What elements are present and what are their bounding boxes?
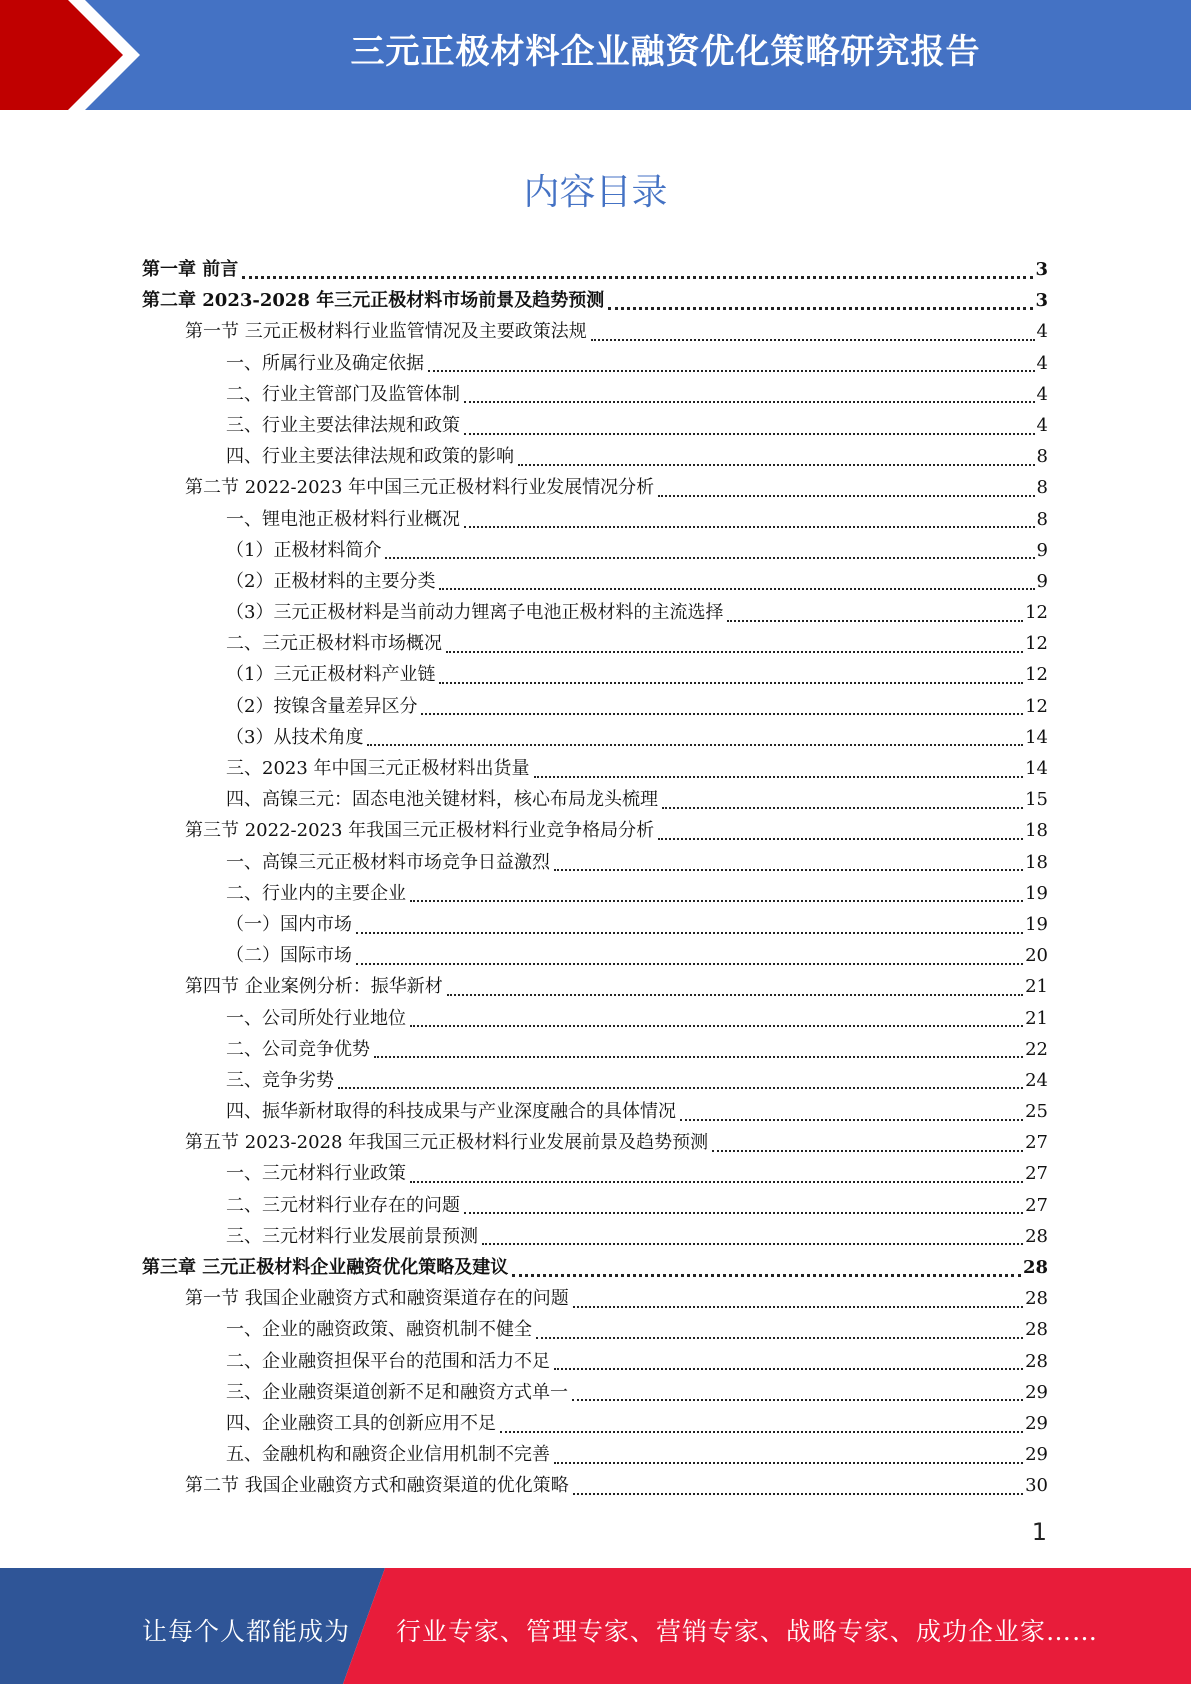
toc-entry-title: 二、三元材料行业存在的问题 [226, 1194, 460, 1216]
toc-entry[interactable] [142, 1065, 1048, 1096]
toc-entry[interactable] [142, 878, 1048, 909]
toc-entry-title: 第一节 三元正极材料行业监管情况及主要政策法规 [185, 321, 587, 343]
toc-entry-page: 4 [1036, 414, 1048, 436]
toc-entry-title: 四、行业主要法律法规和政策的影响 [226, 446, 514, 468]
toc-entry[interactable] [142, 1127, 1048, 1158]
toc-entry-title: 第四节 企业案例分析：振华新材 [185, 976, 443, 998]
toc-entry-title: 四、高镍三元：固态电池关键材料，核心布局龙头梳理 [226, 789, 658, 811]
toc-entry-title: 二、公司竞争优势 [226, 1038, 370, 1060]
toc-entry-page: 18 [1025, 820, 1048, 842]
toc-entry-title: 四、企业融资工具的创新应用不足 [226, 1412, 496, 1434]
toc-entry-page: 12 [1025, 695, 1048, 717]
toc-entry-title: （1）正极材料简介 [226, 539, 382, 561]
toc-leader-dots [242, 276, 1033, 279]
toc-entry-page: 21 [1025, 1007, 1048, 1029]
toc-entry-title: 三、2023 年中国三元正极材料出货量 [226, 758, 530, 779]
toc-entry[interactable] [142, 535, 1048, 566]
toc-entry[interactable] [142, 566, 1048, 597]
toc-leader-dots [410, 1025, 1023, 1027]
toc-leader-dots [428, 370, 1035, 372]
toc-leader-dots [680, 1119, 1023, 1121]
toc-leader-dots [464, 401, 1035, 403]
toc-entry-page: 27 [1025, 1194, 1048, 1216]
toc-entry-title: 第二节 我国企业融资方式和融资渠道的优化策略 [185, 1475, 569, 1497]
toc-entry-title: 二、三元正极材料市场概况 [226, 633, 442, 655]
toc-leader-dots [658, 495, 1034, 497]
toc-entry-title: 一、所属行业及确定依据 [226, 352, 424, 374]
toc-leader-dots [591, 339, 1035, 341]
toc-leader-dots [356, 932, 1023, 934]
toc-entry-title: （1）三元正极材料产业链 [226, 664, 436, 686]
toc-entry-page: 3 [1035, 290, 1048, 312]
toc-entry-title: （2）按镍含量差异区分 [226, 695, 418, 717]
toc-entry-title: 三、企业融资渠道创新不足和融资方式单一 [226, 1381, 568, 1403]
toc-entry-page: 29 [1025, 1412, 1048, 1434]
toc-entry-page: 14 [1025, 726, 1048, 748]
toc-entry[interactable] [142, 659, 1048, 690]
toc-leader-dots [608, 307, 1033, 310]
toc-entry-title: 五、金融机构和融资企业信用机制不完善 [226, 1444, 550, 1466]
toc-entry[interactable] [142, 1377, 1048, 1408]
page-number: 1 [1031, 1518, 1047, 1546]
footer-slogan-left: 让每个人都能成为 [142, 1617, 351, 1646]
toc-entry-title: （2）正极材料的主要分类 [226, 570, 436, 592]
toc-entry[interactable] [142, 847, 1048, 878]
toc-entry-page: 30 [1025, 1475, 1048, 1497]
toc-leader-dots [512, 1274, 1021, 1277]
toc-entry-title: （一）国内市场 [226, 913, 352, 935]
toc-entry-page: 12 [1025, 602, 1048, 624]
toc-leader-dots [712, 1150, 1023, 1152]
header-red-arrow [0, 0, 140, 110]
toc-entry-title: 二、企业融资担保平台的范围和活力不足 [226, 1350, 550, 1372]
toc-entry[interactable] [142, 722, 1048, 753]
toc-entry[interactable] [142, 628, 1048, 659]
toc-entry[interactable] [142, 753, 1048, 784]
toc-leader-dots [410, 1181, 1023, 1183]
toc-entry-page: 8 [1036, 446, 1048, 468]
toc-entry-page: 28 [1025, 1319, 1048, 1341]
toc-entry[interactable] [142, 597, 1048, 628]
toc-leader-dots [367, 744, 1023, 746]
toc-entry[interactable] [142, 1158, 1048, 1189]
toc-leader-dots [573, 1306, 1023, 1308]
toc-entry-page: 12 [1025, 633, 1048, 655]
toc-leader-dots [410, 900, 1023, 902]
toc-entry[interactable] [142, 971, 1048, 1002]
toc-entry-title: 第一节 我国企业融资方式和融资渠道存在的问题 [185, 1288, 569, 1310]
report-title: 三元正极材料企业融资优化策略研究报告 [350, 32, 981, 72]
toc-entry[interactable] [142, 815, 1048, 846]
toc-entry-title: 一、三元材料行业政策 [226, 1163, 406, 1185]
toc-entry[interactable] [142, 504, 1048, 535]
footer-slogan-right: 行业专家、管理专家、营销专家、战略专家、成功企业家…… [396, 1617, 1099, 1646]
toc-entry-page: 4 [1036, 352, 1048, 374]
toc-entry-page: 27 [1025, 1132, 1048, 1154]
toc-entry[interactable] [142, 1283, 1048, 1314]
toc-leader-dots [534, 776, 1024, 778]
toc-entry-title: 四、振华新材取得的科技成果与产业深度融合的具体情况 [226, 1101, 676, 1123]
toc-entry-title: 二、行业内的主要企业 [226, 882, 406, 904]
toc-entry-title: 二、行业主管部门及监管体制 [226, 383, 460, 405]
toc-entry[interactable] [142, 1439, 1048, 1470]
footer-band [0, 1568, 1191, 1684]
toc-leader-dots [374, 1056, 1023, 1058]
toc-leader-dots [446, 651, 1023, 653]
toc-entry-page: 3 [1035, 259, 1048, 280]
toc-entry-title: （3）三元正极材料是当前动力锂离子电池正极材料的主流选择 [226, 602, 724, 624]
toc-entry[interactable] [142, 472, 1048, 503]
toc-entry-page: 4 [1036, 321, 1048, 343]
toc-entry[interactable] [142, 1096, 1048, 1127]
toc-leader-dots [554, 1462, 1023, 1464]
toc-entry-page: 18 [1025, 851, 1048, 873]
toc-leader-dots [447, 994, 1023, 996]
toc-entry-page: 29 [1025, 1444, 1048, 1466]
toc-entry-page: 28 [1022, 1257, 1048, 1278]
toc-entry[interactable] [142, 1470, 1048, 1501]
toc-entry-page: 27 [1025, 1163, 1048, 1185]
toc-entry-title: 第三章 三元正极材料企业融资优化策略及建议 [142, 1257, 509, 1278]
toc-entry-page: 29 [1025, 1381, 1048, 1403]
toc-entry-page: 8 [1036, 477, 1048, 499]
toc-leader-dots [536, 1337, 1023, 1339]
toc-leader-dots [500, 1431, 1023, 1433]
header-band [0, 0, 1191, 110]
toc-entry[interactable] [142, 441, 1048, 472]
toc-entry-page: 21 [1025, 976, 1048, 998]
toc-leader-dots [338, 1087, 1023, 1089]
toc-entry-page: 14 [1025, 758, 1048, 779]
toc-entry-title: 三、三元材料行业发展前景预测 [226, 1225, 478, 1247]
toc-entry-page: 15 [1025, 789, 1048, 811]
toc-entry[interactable] [142, 940, 1048, 971]
toc-entry-title: （3）从技术角度 [226, 726, 364, 748]
toc-entry[interactable] [142, 1190, 1048, 1221]
toc-entry[interactable] [142, 1252, 1048, 1283]
toc-entry-title: 三、竞争劣势 [226, 1069, 334, 1091]
toc-entry-page: 22 [1025, 1038, 1048, 1060]
toc-entry[interactable] [142, 691, 1048, 722]
toc-entry-page: 8 [1036, 508, 1048, 530]
toc-leader-dots [482, 1243, 1023, 1245]
toc-entry[interactable] [142, 1314, 1048, 1345]
toc-heading: 内容目录 [523, 172, 668, 213]
toc-entry-page: 28 [1025, 1288, 1048, 1310]
toc-entry[interactable] [142, 379, 1048, 410]
toc-entry-title: 第二章 2023-2028 年三元正极材料市场前景及趋势预测 [142, 290, 605, 312]
toc-entry-page: 12 [1025, 664, 1048, 686]
toc-entry[interactable] [142, 316, 1048, 347]
toc-entry[interactable] [142, 1221, 1048, 1252]
toc-leader-dots [573, 1493, 1023, 1495]
toc-entry[interactable] [142, 348, 1048, 379]
toc-entry-title: 第二节 2022-2023 年中国三元正极材料行业发展情况分析 [185, 477, 655, 499]
toc-entry-page: 19 [1025, 882, 1048, 904]
toc-entry-title: 第三节 2022-2023 年我国三元正极材料行业竞争格局分析 [185, 820, 655, 842]
toc-leader-dots [464, 433, 1035, 435]
toc-entry[interactable] [142, 410, 1048, 441]
toc-entry[interactable] [142, 254, 1048, 285]
toc-entry[interactable] [142, 784, 1048, 815]
toc-entry-title: 一、公司所处行业地位 [226, 1007, 406, 1029]
toc-entry[interactable] [142, 1346, 1048, 1377]
toc-entry-page: 24 [1025, 1069, 1048, 1091]
toc-entry-page: 19 [1025, 913, 1048, 935]
toc-leader-dots [421, 713, 1023, 715]
toc-entry-title: 第一章 前言 [142, 259, 239, 280]
toc-entry-page: 9 [1036, 570, 1048, 592]
toc-leader-dots [554, 869, 1023, 871]
toc-entry-page: 28 [1025, 1225, 1048, 1247]
toc-entry[interactable] [142, 285, 1048, 316]
toc-entry-title: 一、高镍三元正极材料市场竞争日益激烈 [226, 851, 550, 873]
toc-entry[interactable] [142, 1408, 1048, 1439]
toc-leader-dots [662, 807, 1023, 809]
toc-entry[interactable] [142, 1003, 1048, 1034]
toc-entry-page: 4 [1036, 383, 1048, 405]
toc-leader-dots [554, 1368, 1023, 1370]
toc-leader-dots [727, 620, 1023, 622]
toc-entry-title: 一、锂电池正极材料行业概况 [226, 508, 460, 530]
toc-entry-title: 一、企业的融资政策、融资机制不健全 [226, 1319, 532, 1341]
toc-entry-page: 9 [1036, 539, 1048, 561]
toc-entry[interactable] [142, 909, 1048, 940]
toc-leader-dots [439, 682, 1023, 684]
toc-entry-page: 25 [1025, 1101, 1048, 1123]
toc-entry[interactable] [142, 1034, 1048, 1065]
toc-leader-dots [572, 1399, 1023, 1401]
toc-entry-title: （二）国际市场 [226, 945, 352, 967]
toc-entry-title: 三、行业主要法律法规和政策 [226, 414, 460, 436]
table-of-contents [142, 254, 1048, 1502]
toc-entry-page: 28 [1025, 1350, 1048, 1372]
toc-leader-dots [658, 838, 1023, 840]
toc-leader-dots [439, 588, 1034, 590]
toc-leader-dots [356, 963, 1023, 965]
toc-entry-title: 第五节 2023-2028 年我国三元正极材料行业发展前景及趋势预测 [185, 1132, 709, 1154]
toc-leader-dots [518, 464, 1035, 466]
toc-leader-dots [464, 526, 1035, 528]
toc-entry-page: 20 [1025, 945, 1048, 967]
toc-leader-dots [385, 557, 1034, 559]
toc-leader-dots [464, 1212, 1023, 1214]
